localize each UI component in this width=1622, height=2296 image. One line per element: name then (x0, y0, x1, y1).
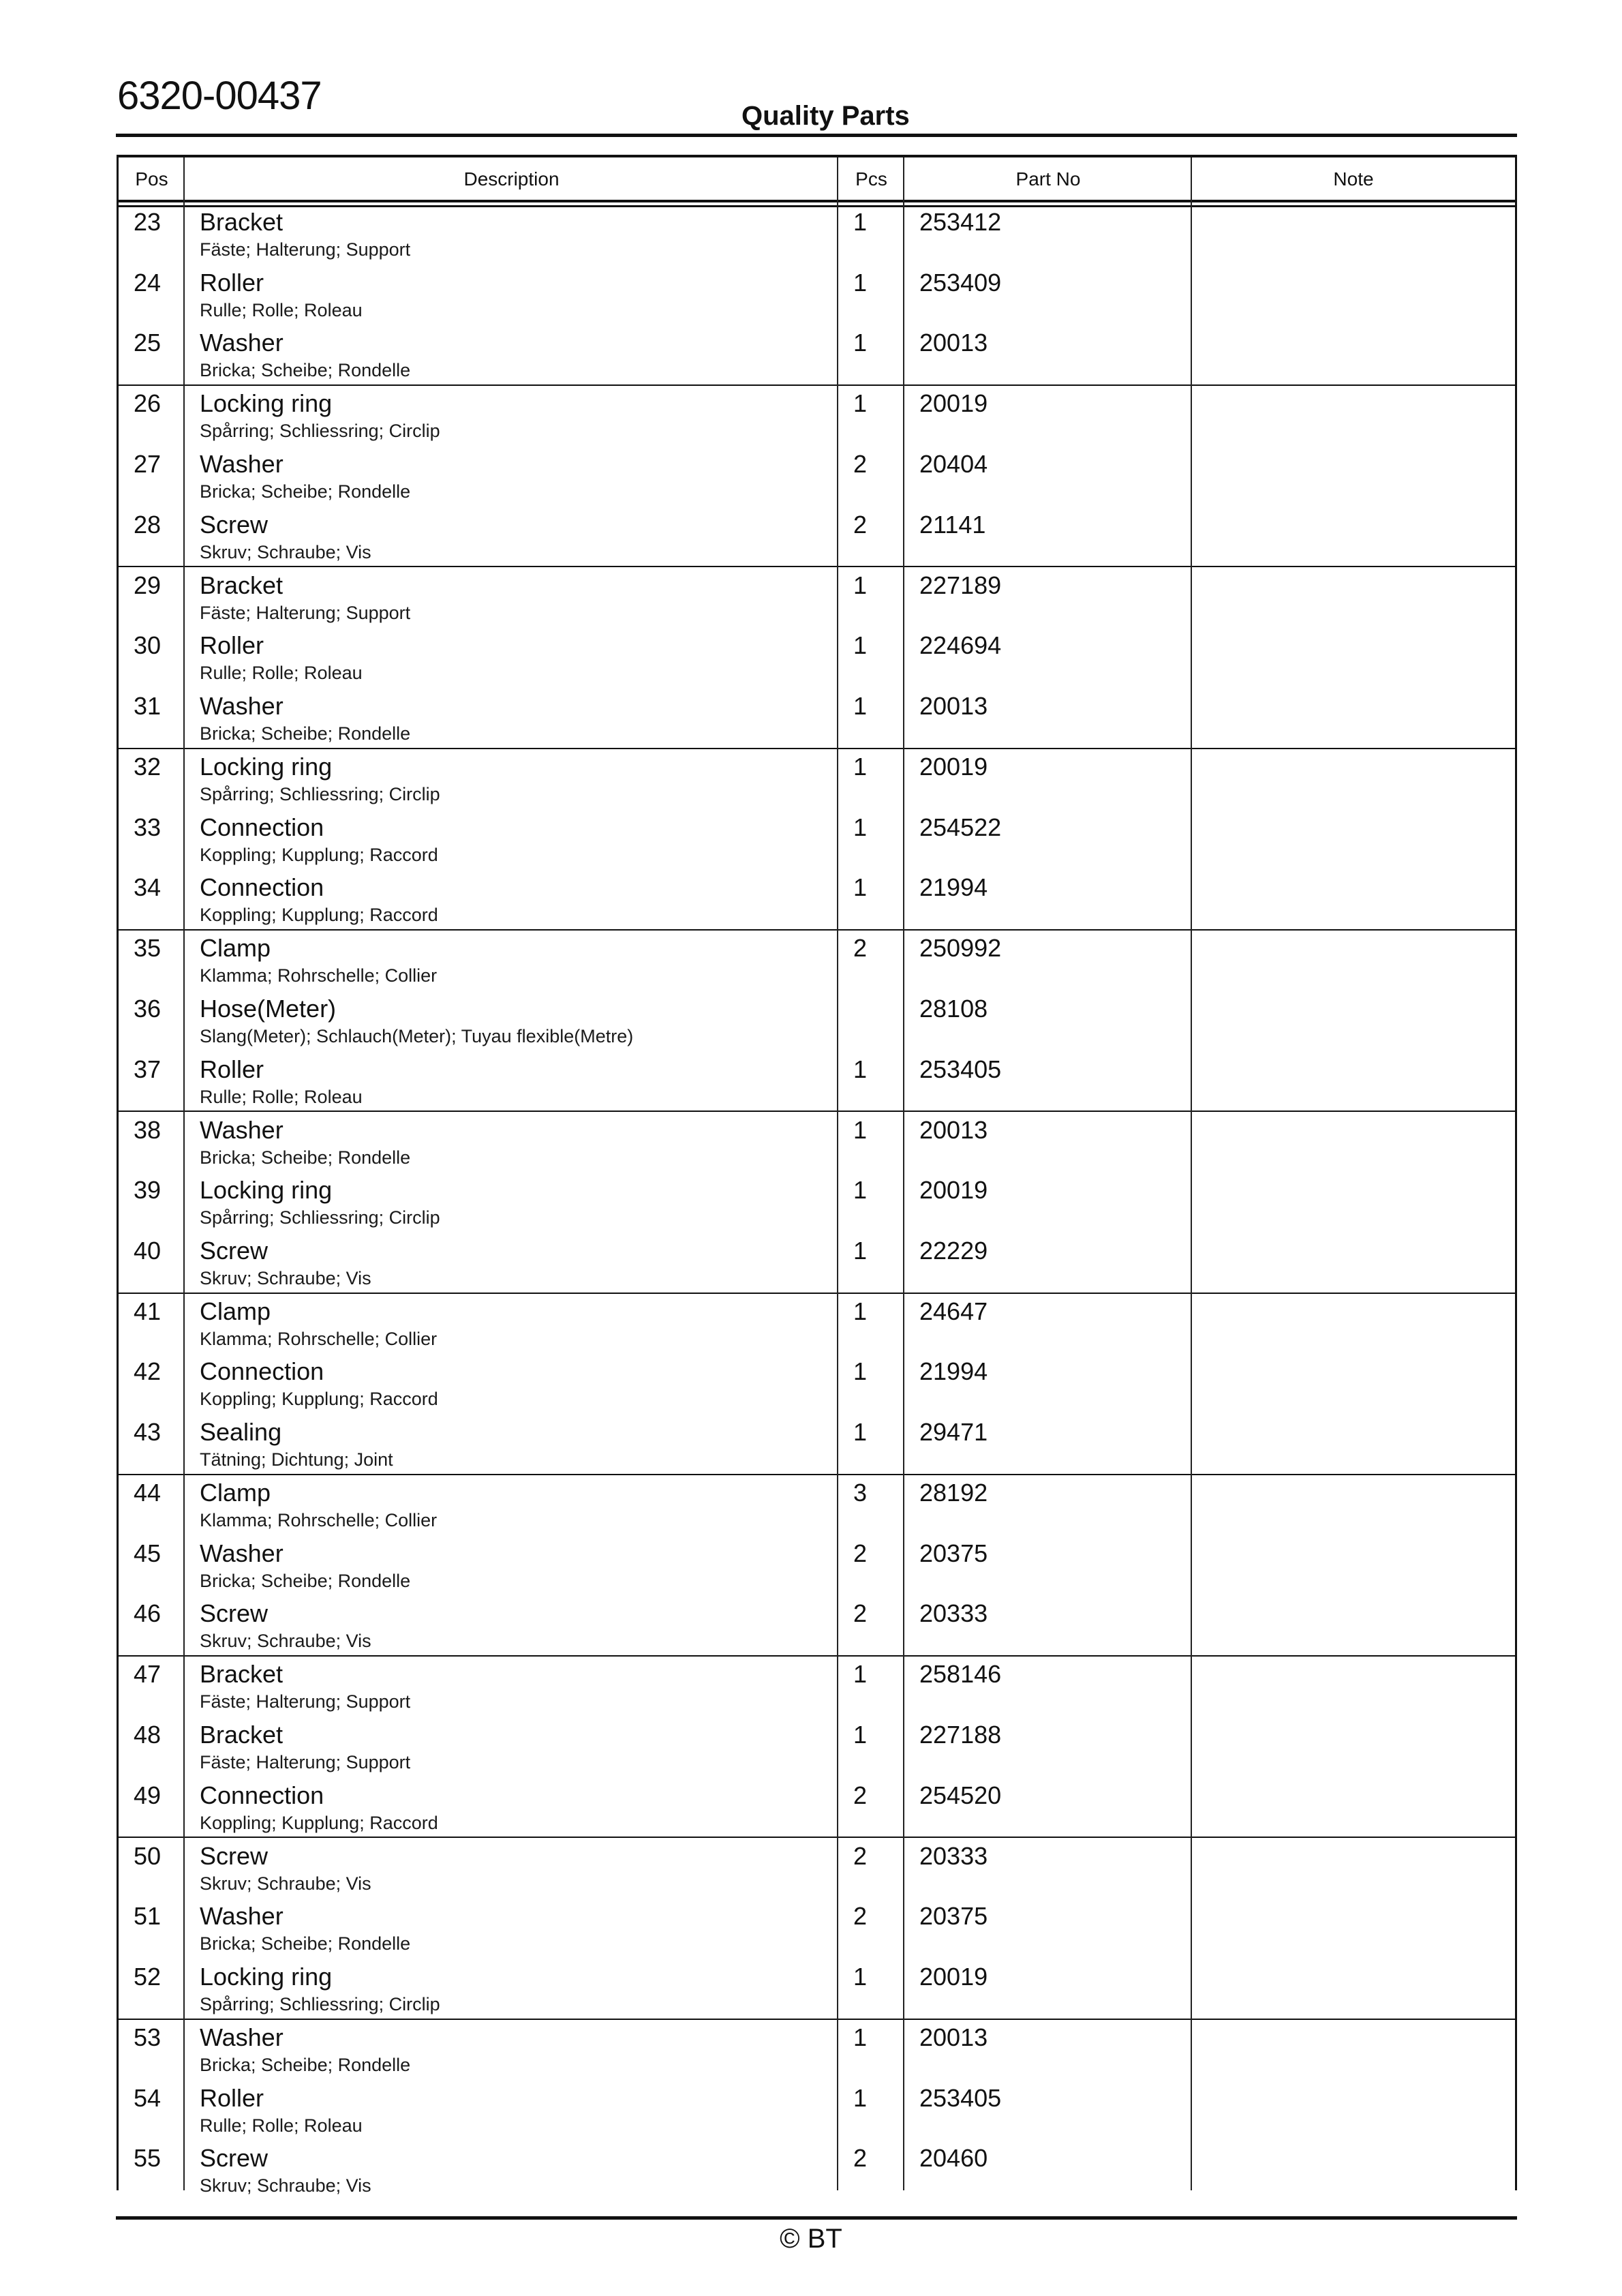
table-row (119, 934, 1515, 995)
description-cell: Screw (200, 1599, 269, 1628)
pos-cell: 36 (134, 994, 162, 1023)
translation-cell: Koppling; Kupplung; Raccord (200, 905, 438, 926)
header-divider (116, 134, 1517, 137)
translation-cell: Spårring; Schliessring; Circlip (200, 421, 440, 442)
pos-cell: 52 (134, 1963, 162, 1991)
translation-cell: Skruv; Schraube; Vis (200, 1873, 371, 1894)
column-header-note: Note (1333, 168, 1374, 190)
translation-cell: Skruv; Schraube; Vis (200, 2175, 371, 2196)
pcs-cell: 1 (853, 1963, 868, 1991)
pcs-cell: 1 (853, 752, 868, 781)
pcs-cell: 1 (853, 1357, 868, 1386)
table-row (119, 1237, 1515, 1297)
translation-cell: Fäste; Halterung; Support (200, 1691, 411, 1712)
table-row (119, 1721, 1515, 1781)
pos-cell: 34 (134, 873, 162, 902)
table-row-group (119, 1657, 1515, 1838)
table-row (119, 450, 1515, 511)
pos-cell: 32 (134, 752, 162, 781)
description-cell: Locking ring (200, 752, 333, 781)
description-cell: Roller (200, 1055, 264, 1083)
part-no-cell: 29471 (919, 1418, 988, 1447)
translation-cell: Koppling; Kupplung; Raccord (200, 1812, 438, 1833)
description-cell: Washer (200, 691, 284, 720)
part-no-cell: 20019 (919, 752, 988, 781)
part-no-cell: 20333 (919, 1841, 988, 1870)
table-row (119, 329, 1515, 389)
pcs-cell: 1 (853, 691, 868, 720)
part-no-cell: 28192 (919, 1479, 988, 1507)
pos-cell: 38 (134, 1115, 162, 1144)
table-row-group (119, 931, 1515, 1112)
translation-cell: Slang(Meter); Schlauch(Meter); Tuyau flexible(Metre) (200, 1025, 634, 1046)
pcs-cell: 1 (853, 813, 868, 841)
description-cell: Bracket (200, 1721, 284, 1749)
pcs-cell: 1 (853, 631, 868, 660)
part-no-cell: 20404 (919, 449, 988, 478)
table-row (119, 1842, 1515, 1903)
translation-cell: Klamma; Rohrschelle; Collier (200, 1510, 438, 1531)
translation-cell: Skruv; Schraube; Vis (200, 1267, 371, 1288)
translation-cell: Spårring; Schliessring; Circlip (200, 783, 440, 804)
pos-cell: 26 (134, 389, 162, 418)
pcs-cell: 2 (853, 1599, 868, 1628)
column-header-pcs: Pcs (855, 168, 887, 190)
table-row-group (119, 2020, 1515, 2201)
part-no-cell: 20375 (919, 1902, 988, 1931)
translation-cell: Klamma; Rohrschelle; Collier (200, 1328, 438, 1349)
table-row-group (119, 205, 1515, 386)
pcs-cell: 2 (853, 2144, 868, 2173)
description-cell: Connection (200, 1781, 324, 1809)
part-no-cell: 20013 (919, 2023, 988, 2051)
table-header (119, 157, 1515, 202)
pos-cell: 55 (134, 2144, 162, 2173)
description-cell: Bracket (200, 571, 284, 599)
pcs-cell: 2 (853, 449, 868, 478)
table-row (119, 2023, 1515, 2084)
part-no-cell: 20460 (919, 2144, 988, 2173)
pos-cell: 48 (134, 1721, 162, 1749)
description-cell: Washer (200, 329, 284, 357)
column-divider (183, 157, 185, 2190)
part-no-cell: 24647 (919, 1297, 988, 1325)
document-number: 6320-00437 (117, 74, 322, 118)
translation-cell: Bricka; Scheibe; Rondelle (200, 2055, 411, 2075)
translation-cell: Bricka; Scheibe; Rondelle (200, 1570, 411, 1591)
part-no-cell: 20019 (919, 1963, 988, 1991)
table-row-group (119, 386, 1515, 567)
translation-cell: Rulle; Rolle; Roleau (200, 2115, 363, 2136)
pos-cell: 46 (134, 1599, 162, 1628)
pcs-cell: 1 (853, 2023, 868, 2051)
description-cell: Screw (200, 510, 269, 539)
column-divider (1191, 157, 1192, 2190)
pcs-cell: 2 (853, 1902, 868, 1931)
part-no-cell: 227188 (919, 1721, 1002, 1749)
pos-cell: 39 (134, 1176, 162, 1205)
description-cell: Sealing (200, 1418, 282, 1447)
part-no-cell: 20333 (919, 1599, 988, 1628)
part-no-cell: 258146 (919, 1660, 1002, 1689)
part-no-cell: 21994 (919, 873, 988, 902)
translation-cell: Rulle; Rolle; Roleau (200, 1086, 363, 1107)
description-cell: Connection (200, 873, 324, 902)
table-row (119, 389, 1515, 450)
pos-cell: 31 (134, 691, 162, 720)
pos-cell: 37 (134, 1055, 162, 1083)
translation-cell: Bricka; Scheibe; Rondelle (200, 1147, 411, 1168)
description-cell: Washer (200, 449, 284, 478)
description-cell: Roller (200, 631, 264, 660)
table-row (119, 692, 1515, 753)
description-cell: Screw (200, 1236, 269, 1265)
table-row (119, 873, 1515, 934)
pcs-cell: 1 (853, 1115, 868, 1144)
translation-cell: Fäste; Halterung; Support (200, 1752, 411, 1773)
translation-cell: Koppling; Kupplung; Raccord (200, 844, 438, 865)
pos-cell: 28 (134, 510, 162, 539)
table-row (119, 1116, 1515, 1177)
part-no-cell: 253405 (919, 2083, 1002, 2112)
parts-table (117, 155, 1517, 2196)
table-row (119, 1418, 1515, 1479)
table-row (119, 2084, 1515, 2145)
pos-cell: 30 (134, 631, 162, 660)
pos-cell: 42 (134, 1357, 162, 1386)
pos-cell: 25 (134, 329, 162, 357)
table-row (119, 631, 1515, 692)
table-row (119, 1660, 1515, 1721)
part-no-cell: 253409 (919, 268, 1002, 297)
table-row-group (119, 1475, 1515, 1657)
translation-cell: Spårring; Schliessring; Circlip (200, 1207, 440, 1228)
pos-cell: 49 (134, 1781, 162, 1809)
pcs-cell: 1 (853, 571, 868, 599)
part-no-cell: 20019 (919, 1176, 988, 1205)
part-no-cell: 20013 (919, 1115, 988, 1144)
translation-cell: Bricka; Scheibe; Rondelle (200, 1933, 411, 1954)
pcs-cell: 1 (853, 1660, 868, 1689)
pos-cell: 35 (134, 934, 162, 963)
pos-cell: 41 (134, 1297, 162, 1325)
part-no-cell: 227189 (919, 571, 1002, 599)
pcs-cell: 1 (853, 1176, 868, 1205)
table-row (119, 753, 1515, 813)
pcs-cell: 3 (853, 1479, 868, 1507)
table-row-group (119, 1839, 1515, 2020)
translation-cell: Fäste; Halterung; Support (200, 602, 411, 623)
description-cell: Bracket (200, 1660, 284, 1689)
description-cell: Clamp (200, 1479, 271, 1507)
table-row (119, 813, 1515, 874)
pos-cell: 27 (134, 449, 162, 478)
copyright: © BT (780, 2224, 842, 2254)
pcs-cell: 2 (853, 1781, 868, 1809)
pos-cell: 45 (134, 1539, 162, 1567)
pos-cell: 23 (134, 208, 162, 236)
table-row (119, 1599, 1515, 1660)
column-header-description: Description (463, 168, 560, 190)
part-no-cell: 254522 (919, 813, 1002, 841)
description-cell: Washer (200, 1115, 284, 1144)
pcs-cell: 1 (853, 1236, 868, 1265)
description-cell: Clamp (200, 934, 271, 963)
table-row (119, 1902, 1515, 1963)
pos-cell: 33 (134, 813, 162, 841)
table-row (119, 2144, 1515, 2205)
pos-cell: 47 (134, 1660, 162, 1689)
pcs-cell: 1 (853, 873, 868, 902)
pcs-cell: 1 (853, 329, 868, 357)
footer-divider (116, 2216, 1517, 2220)
description-cell: Roller (200, 2083, 264, 2112)
table-row (119, 1539, 1515, 1600)
table-row (119, 571, 1515, 632)
description-cell: Connection (200, 813, 324, 841)
translation-cell: Tätning; Dichtung; Joint (200, 1449, 393, 1470)
pcs-cell: 2 (853, 510, 868, 539)
translation-cell: Skruv; Schraube; Vis (200, 541, 371, 562)
translation-cell: Spårring; Schliessring; Circlip (200, 1994, 440, 2015)
part-no-cell: 20013 (919, 329, 988, 357)
description-cell: Washer (200, 1902, 284, 1931)
translation-cell: Rulle; Rolle; Roleau (200, 663, 363, 684)
pos-cell: 24 (134, 268, 162, 297)
pos-cell: 44 (134, 1479, 162, 1507)
pcs-cell: 1 (853, 389, 868, 418)
column-header-part-no: Part No (1015, 168, 1081, 190)
table-row-group (119, 568, 1515, 749)
description-cell: Locking ring (200, 389, 333, 418)
description-cell: Hose(Meter) (200, 994, 337, 1023)
pos-cell: 50 (134, 1841, 162, 1870)
description-cell: Locking ring (200, 1176, 333, 1205)
description-cell: Connection (200, 1357, 324, 1386)
table-row (119, 1055, 1515, 1116)
part-no-cell: 20013 (919, 691, 988, 720)
page-title: Quality Parts (741, 101, 910, 131)
table-row (119, 995, 1515, 1055)
table-row (119, 1479, 1515, 1539)
translation-cell: Klamma; Rohrschelle; Collier (200, 965, 438, 986)
translation-cell: Rulle; Rolle; Roleau (200, 299, 363, 320)
table-row (119, 1297, 1515, 1358)
translation-cell: Bricka; Scheibe; Rondelle (200, 360, 411, 381)
translation-cell: Koppling; Kupplung; Raccord (200, 1389, 438, 1410)
description-cell: Clamp (200, 1297, 271, 1325)
table-row (119, 1176, 1515, 1237)
table-row (119, 511, 1515, 571)
pcs-cell: 2 (853, 1841, 868, 1870)
table-row (119, 1963, 1515, 2023)
table-row (119, 1781, 1515, 1842)
part-no-cell: 253412 (919, 208, 1002, 236)
pos-cell: 53 (134, 2023, 162, 2051)
pcs-cell: 1 (853, 1055, 868, 1083)
description-cell: Washer (200, 1539, 284, 1567)
column-divider (837, 157, 838, 2190)
part-no-cell: 20019 (919, 389, 988, 418)
pos-cell: 40 (134, 1236, 162, 1265)
table-row-group (119, 1113, 1515, 1294)
description-cell: Screw (200, 2144, 269, 2173)
translation-cell: Bricka; Scheibe; Rondelle (200, 723, 411, 744)
description-cell: Screw (200, 1841, 269, 1870)
pcs-cell: 1 (853, 2083, 868, 2112)
pos-cell: 43 (134, 1418, 162, 1447)
pcs-cell: 2 (853, 934, 868, 963)
pcs-cell: 1 (853, 1418, 868, 1447)
part-no-cell: 250992 (919, 934, 1002, 963)
pcs-cell: 2 (853, 1539, 868, 1567)
part-no-cell: 20375 (919, 1539, 988, 1567)
column-header-pos: Pos (135, 168, 168, 190)
part-no-cell: 253405 (919, 1055, 1002, 1083)
part-no-cell: 224694 (919, 631, 1002, 660)
description-cell: Roller (200, 268, 264, 297)
table-row-group (119, 1294, 1515, 1475)
part-no-cell: 22229 (919, 1236, 988, 1265)
pcs-cell: 1 (853, 268, 868, 297)
part-no-cell: 254520 (919, 1781, 1002, 1809)
description-cell: Washer (200, 2023, 284, 2051)
part-no-cell: 28108 (919, 994, 988, 1023)
pos-cell: 54 (134, 2083, 162, 2112)
table-row (119, 1357, 1515, 1418)
description-cell: Locking ring (200, 1963, 333, 1991)
description-cell: Bracket (200, 208, 284, 236)
pos-cell: 51 (134, 1902, 162, 1931)
translation-cell: Bricka; Scheibe; Rondelle (200, 481, 411, 502)
pcs-cell: 1 (853, 1721, 868, 1749)
part-no-cell: 21994 (919, 1357, 988, 1386)
table-row (119, 269, 1515, 329)
pos-cell: 29 (134, 571, 162, 599)
table-row (119, 208, 1515, 269)
pcs-cell: 1 (853, 208, 868, 236)
column-divider (903, 157, 904, 2190)
pcs-cell: 1 (853, 1297, 868, 1325)
translation-cell: Fäste; Halterung; Support (200, 239, 411, 260)
translation-cell: Skruv; Schraube; Vis (200, 1631, 371, 1652)
part-no-cell: 21141 (919, 510, 986, 539)
table-row-group (119, 749, 1515, 931)
